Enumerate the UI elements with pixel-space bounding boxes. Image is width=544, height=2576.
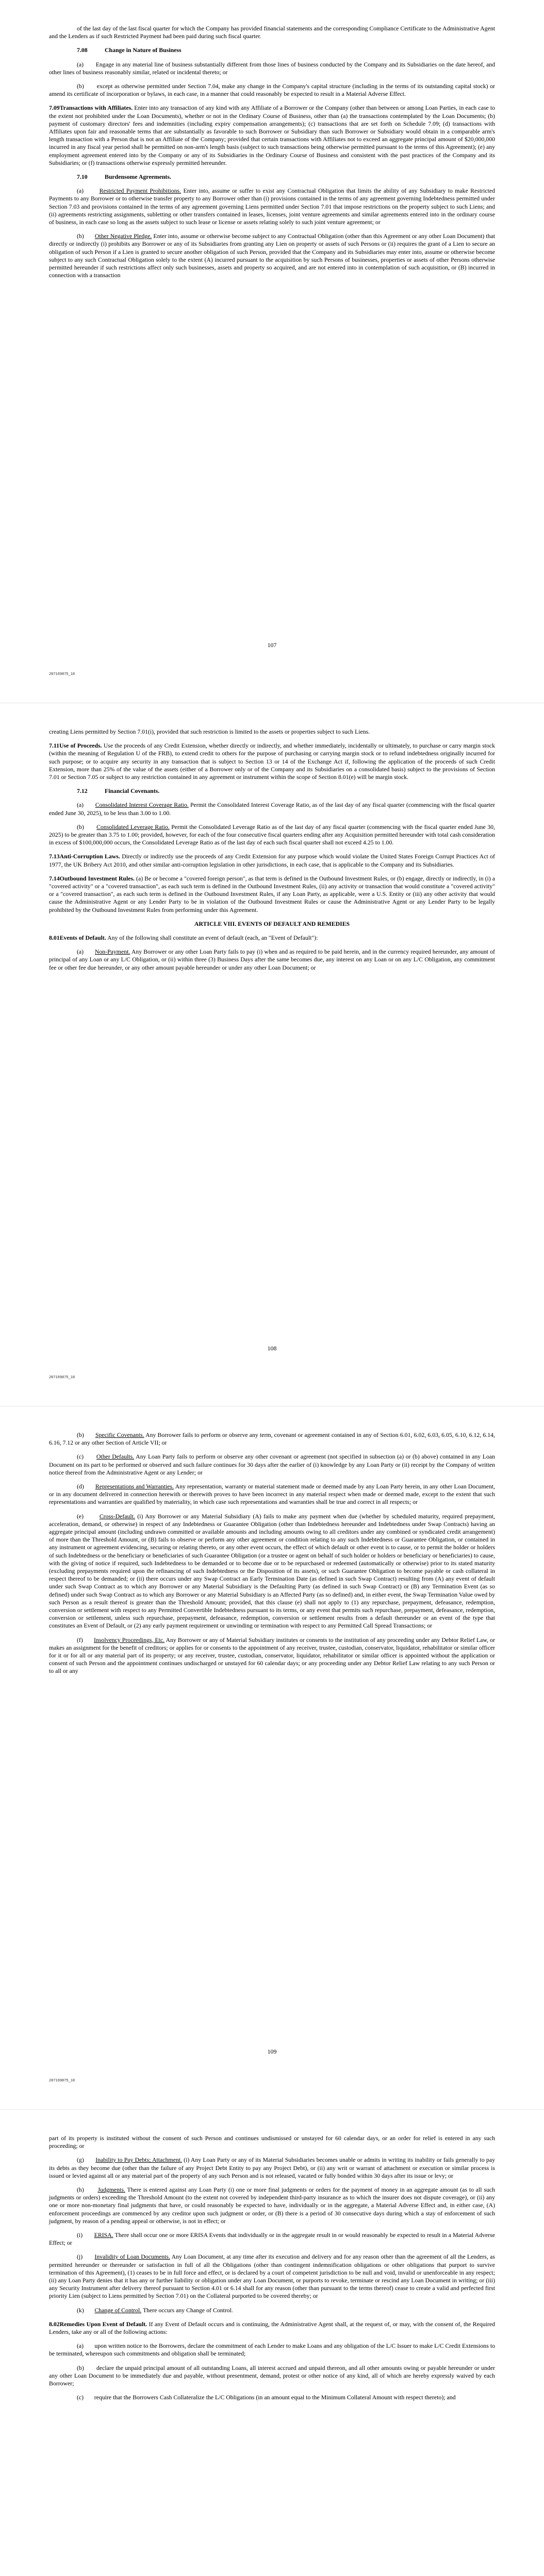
section-title: Events of Default. bbox=[59, 934, 106, 942]
section-number: 7.13 bbox=[49, 853, 60, 860]
paragraph-text: Any Loan Document, at any time after its execution and delivery and for any reason other than the agreement of all the Lenders, as permitted hereunder or thereunder or satisfaction in full of all the Obligations (other than contingent indemnification obligations or other obligations that purport to survive termination of this Agreement), (1) ceases to be in full force and effect, or is declared by a court of competent jurisdiction to be null and void, invalid or unenforceable in any respect; (ii) any Loan Party denies that it has any or further liability or obligation under any Loan Document, or purports to revoke, terminate or rescind any Loan Document in writing; or (iii) any Security Instrument after delivery thereof pursuant to Section 4.01 or 6.14 shall for any reason (other than pursuant to the terms thereof) cease to create a valid and perfected first priority Lien (subject to Liens permitted by Section 7.01) on the Collateral purported to be covered thereby; or bbox=[49, 2253, 495, 2300]
paragraph-text: Enter into, assume or otherwise become subject to any Contractual Obligation (other than this Agreement or any other Loan Document) that directly or indirectly (i) prohibits any Borrower or any of its Subsidiaries from granting any Lien on property or assets of such Persons or (ii) requires the grant of a Lien to secure an obligation of such Person if a Lien is granted to secure another obligation of such Person, provided that the Company and its Subsidiaries may enter into, assume or otherwise become subject to any such Contractual Obligation solely to the extent (A) incurred pursuant to the acquisition by such Persons of businesses, properties or assets of other Persons otherwise permitted hereunder if such restrictions affect only such businesses, assets and property so acquired, and are not entered into in contemplation of such acquisition, or (B) incurred in connection with a transaction bbox=[49, 232, 495, 279]
clause-label: (a) bbox=[77, 801, 84, 809]
clause-paragraph bbox=[49, 2342, 495, 2358]
section-title: Outbound Investment Rules. bbox=[59, 874, 135, 882]
clause-lead: Inability to Pay Debts; Attachment. bbox=[95, 2156, 182, 2164]
paragraph-text: of the last day of the last fiscal quarter for which the Company has provided financial statements and the corresponding Compliance Certificate to the Administrative Agent and the Lenders as if such Restricted Payment had been paid during such fiscal quarter. bbox=[49, 25, 495, 40]
paragraph-text: upon written notice to the Borrowers, declare the commitment of each Lender to make Loans and any obligation of the L/C Issuer to make L/C Credit Extensions to be terminated, whereupon such commitments and obligation shall be terminated; bbox=[49, 2342, 496, 2358]
section-title: Transactions with Affiliates. bbox=[59, 104, 133, 112]
clause-paragraph bbox=[49, 2156, 495, 2180]
paragraph-text: There occurs any Change of Control. bbox=[142, 2306, 233, 2314]
clause-label: (c) bbox=[77, 2394, 84, 2401]
clause-lead: Change of Control. bbox=[94, 2306, 142, 2314]
section-title: Burdensome Agreements. bbox=[105, 173, 171, 181]
section-paragraph bbox=[49, 2320, 495, 2336]
clause-paragraph bbox=[49, 2364, 495, 2388]
paragraph-text: If any Event of Default occurs and is continuing, the Administrative Agent shall, at the request of, or may, with the consent of, the Required Lenders, take any or all of the following actions: bbox=[49, 2320, 495, 2336]
paragraph-text: Any Borrower or any of Material Subsidiary institutes or consents to the institution of any proceeding under any Debtor Relief Law, or makes an assignment for the benefit of creditors; or applies for or consents to the appointment of any receiver, trustee, custodian, conservator, liquidator, rehabilitator or similar officer for it or for all or any material part of its property; or any receiver, trustee, custodian, conservator, liquidator, rehabilitator or similar officer is appointed without the application or consent of such Person and the appointment continues undischarged or unstayed for 60 calendar days; or any proceeding under any Debtor Relief Law relating to any such Person or to all or any bbox=[49, 1636, 495, 1675]
section-title: Financial Covenants. bbox=[105, 787, 160, 795]
clause-lead: Restricted Payment Prohibitions. bbox=[99, 187, 182, 195]
clause-label: (b) bbox=[77, 2364, 84, 2371]
paragraph-text: Any Borrower fails to perform or observe any term, covenant or agreement contained in any of Section 6.01, 6.02, 6.03, 6.05, 6.10, 6.12, 6.14, 6.16, 7.12 or any other Section of Article VII; or bbox=[49, 1431, 495, 1447]
clause-label: (f) bbox=[77, 1636, 83, 1643]
section-number: 7.11 bbox=[49, 742, 59, 750]
document-id: 287169875_18 bbox=[49, 671, 75, 676]
paragraph-text: Permit the Consolidated Interest Coverage Ratio, as of the last day of any fiscal quarter (commencing with the fiscal quarter ended June 30, 2025), to be less than 3.00 to 1.00. bbox=[49, 801, 495, 817]
paragraph-text: require that the Borrowers Cash Collateralize the L/C Obligations (in an amount equal to the Minimum Collateral Amount with respect thereto); and bbox=[94, 2394, 456, 2401]
clause-lead: Other Defaults. bbox=[96, 1453, 135, 1461]
paragraph-text: (a) Be or become a "covered foreign person", as that term is defined in the Outbound Investment Rules, or (b) engage, directly or indirectly, in (i) a "covered activity" or a "covered transaction", as each such term is defined in the Outbound Investment Rules, (ii) any activity or transaction that would constitute a "covered activity" or a "covered transaction", as each such term is defined in the Outbound Investment Rules, if any Loan Party, as applicable, were a U.S. Entity or (iii) any other activity that would cause the Administrative Agent or any Lender Party to be in violation of the Outbound Investment Rules or cause the Administrative Agent or any Lender Party to be legally prohibited by the Outbound Investment Rules from performing under this Agreement. bbox=[49, 874, 496, 913]
section-heading bbox=[49, 787, 495, 795]
clause-paragraph bbox=[49, 948, 495, 972]
section-number: 7.09 bbox=[49, 104, 60, 112]
paragraph-text: Any Borrower or any other Loan Party fails to pay (i) when and as required to be paid herein, and in the currency required hereunder, any amount of principal of any Loan or any L/C Obligation, or (ii) within three (3) Business Days after the same becomes due, any interest on any Loan or on any L/C Obligation, any commitment fee or other fee due hereunder, or any other amount payable hereunder or under any other Loan Document; or bbox=[49, 948, 495, 971]
clause-label: (k) bbox=[77, 2306, 84, 2314]
clause-lead: Other Negative Pledge. bbox=[94, 232, 152, 240]
section-heading-inline bbox=[49, 2320, 147, 2328]
clause-lead: Consolidated Leverage Ratio. bbox=[96, 823, 170, 831]
clause-label: (a) bbox=[77, 948, 84, 956]
paragraph-text: (i) Any Borrower or any Material Subsidiary (A) fails to make any payment when due (whether by scheduled maturity, required prepayment, acceleration, demand, or otherwise) in respect of any Indebtedness or Guarantee Obligation (other than Indebtedness hereunder and Indebtedness under Swap Contracts) having an aggregate principal amount (including undrawn committed or available amounts and including amounts owing to all creditors under any combined or syndicated credit arrangement) of more than the Threshold Amount, or (B) fails to observe or perform any other agreement or condition relating to any such Indebtedness or Guarantee Obligation, or contained in any instrument or agreement evidencing, securing or relating thereto, or any other event occurs, the effect of which default or other event is to cause, or to permit the holder or holders of such Indebtedness or the beneficiary or beneficiaries of such Guarantee Obligation (or a trustee or agent on behalf of such holder or holders or beneficiary or beneficiaries) to cause, with the giving of notice if required, such Indebtedness to be demanded or to become due or to be repurchased or redeemed (automatically or otherwise) prior to its stated maturity (excluding prepayments required upon the refinancing of such Indebtedness or the Disposition of its assets), or such Guarantee Obligation to become payable or cash collateral in respect thereof to be demanded; or (ii) there occurs under any Swap Contract an Early Termination Date (as defined in such Swap Contract) resulting from (A) any event of default under such Swap Contract as to which any Borrower or any Material Subsidiary is the Defaulting Party (as defined in such Swap Contract) or (B) any Termination Event (as so defined) under such Swap Contract as to which any Borrower or any Material Subsidiary is an Affected Party (as so defined) and, in either event, the Swap Termination Value owed by such Person as a result thereof is greater than the Threshold Amount; provided, that this clause (e) shall not apply to (1) any repurchase, prepayment, defeasance, redemption, conversion or settlement with respect to any Permitted Convertible Indebtedness pursuant to its terms, or any event that permits such repurchase, prepayment, defeasance, redemption, conversion or settlement, unless such repurchase, prepayment, defeasance, redemption, conversion or settlement results from a default thereunder or an event of the type that constitutes an Event of Default, or (2) any early payment requirement or unwinding or termination with respect to any Permitted Call Spread Transactions; or bbox=[49, 1512, 495, 1630]
section-paragraph bbox=[49, 742, 495, 781]
section-number: 8.02 bbox=[49, 2320, 60, 2328]
section-title: Remedies Upon Event of Default. bbox=[59, 2320, 147, 2328]
clause-paragraph bbox=[49, 1513, 495, 1630]
clause-label: (a) bbox=[77, 60, 84, 68]
section-heading-inline bbox=[49, 742, 102, 749]
section-heading bbox=[49, 173, 495, 181]
clause-lead: Specific Covenants. bbox=[95, 1431, 144, 1438]
clause-paragraph bbox=[49, 823, 495, 847]
section-heading-inline bbox=[49, 104, 133, 111]
section-number: 7.12 bbox=[77, 787, 88, 795]
section-title: Anti-Corruption Laws. bbox=[59, 853, 120, 860]
clause-paragraph bbox=[49, 187, 495, 226]
document-id: 287169875_18 bbox=[49, 2078, 75, 2082]
clause-paragraph bbox=[49, 1483, 495, 1506]
section-heading-inline bbox=[49, 934, 106, 941]
clause-paragraph bbox=[49, 2134, 495, 2150]
paragraph-text: (i) Any Loan Party or any of its Material Subsidiaries becomes unable or admits in writing its inability or fails generally to pay its debts as they become due (other than the failure of any Project Debt Entity to pay any Project Debt), or (ii) any writ or warrant of attachment or execution or similar process is issued or levied against all or any material part of the property of any such Person and is not released, vacated or fully bonded within 30 days after its issue or levy; or bbox=[49, 2156, 495, 2179]
clause-lead: Representations and Warranties. bbox=[95, 1483, 174, 1490]
clause-paragraph bbox=[49, 82, 495, 98]
clause-lead: Invalidity of Loan Documents. bbox=[94, 2253, 170, 2261]
clause-paragraph bbox=[49, 232, 495, 279]
clause-lead: Cross-Default. bbox=[99, 1512, 135, 1520]
section-paragraph bbox=[49, 104, 495, 167]
section-heading bbox=[49, 46, 495, 54]
clause-label: (d) bbox=[77, 1483, 84, 1490]
page-number: 107 bbox=[267, 641, 277, 649]
clause-lead: ERISA. bbox=[94, 2231, 113, 2239]
clause-paragraph bbox=[49, 801, 495, 817]
paragraph-text: Enter into, assume or suffer to exist any Contractual Obligation that limits the ability of any Subsidiary to make Restricted Payments to any Borrower or to otherwise transfer property to any Borrower other than (i) provisions contained in the terms of any agreement governing Indebtedness permitted under Section 7.03 and provisions contained in the terms of any agreement governing Liens permitted under Section 7.01 that impose restrictions on the property subject to such Liens; and (ii) agreements restricting assignments, subletting or other transfers contained in leases, licenses, joint venture agreements and similar agreements entered into in the ordinary course of business, in each case so long as the assets subject to such lease or license or assets relating solely to such joint venture agreement; or bbox=[49, 187, 496, 226]
section-number: 7.14 bbox=[49, 874, 60, 882]
document-page bbox=[0, 2110, 544, 2576]
document-page bbox=[0, 703, 544, 1406]
section-paragraph bbox=[49, 853, 495, 868]
clause-lead: Non-Payment. bbox=[94, 948, 130, 956]
paragraph-text: except as otherwise permitted under Section 7.04, make any change in the Company's capital structure (including in the terms of its outstanding capital stock) or amend its certificate of incorporation or bylaws, in each case, in a manner that could reasonably be expected to result in a Material Adverse Effect. bbox=[49, 82, 495, 98]
clause-paragraph bbox=[49, 2231, 495, 2247]
clause-label: (b) bbox=[77, 1431, 84, 1438]
clause-paragraph bbox=[49, 728, 495, 736]
clause-paragraph bbox=[49, 25, 495, 40]
clause-paragraph bbox=[49, 1431, 495, 1447]
section-paragraph bbox=[49, 875, 495, 914]
clause-label: (g) bbox=[77, 2156, 84, 2164]
clause-label: (j) bbox=[77, 2253, 83, 2261]
clause-lead: Consolidated Interest Coverage Ratio. bbox=[95, 801, 189, 809]
paragraph-text: Engage in any material line of business substantially different from those lines of business conducted by the Company and its Subsidiaries on the date hereof, and other lines of business reasonably similar, related or incidental thereto; or bbox=[49, 60, 495, 76]
document-id: 287169875_18 bbox=[49, 1375, 75, 1379]
paragraph-text: Any representation, warranty or material statement made or deemed made by any Loan Party herein, in any other Loan Document, or in any document delivered in connection herewith or therewith proves to have been incorrect in any material respect when made or deemed made, except to the extent that such representations and warranties are qualified by materiality, in which case such representations and warranties shall be true and correct in all respects; or bbox=[49, 1483, 495, 1506]
clause-label: (b) bbox=[77, 82, 84, 90]
document-page bbox=[0, 0, 544, 703]
section-number: 7.10 bbox=[77, 173, 88, 181]
section-number: 8.01 bbox=[49, 934, 60, 942]
section-heading-inline bbox=[49, 853, 120, 860]
clause-label: (a) bbox=[77, 2342, 84, 2350]
section-number: 7.08 bbox=[77, 46, 88, 54]
clause-label: (c) bbox=[77, 1453, 84, 1461]
clause-paragraph bbox=[49, 1453, 495, 1477]
clause-label: (b) bbox=[77, 232, 84, 240]
article-title: ARTICLE VIII. EVENTS OF DEFAULT AND REMEDIES bbox=[194, 920, 350, 927]
section-paragraph bbox=[49, 934, 495, 942]
clause-lead: Judgments. bbox=[97, 2186, 125, 2194]
clause-label: (e) bbox=[77, 1512, 84, 1520]
paragraph-text: Any of the following shall constitute an event of default (each, an "Event of Default"): bbox=[107, 934, 318, 942]
clause-label: (a) bbox=[77, 187, 84, 195]
clause-paragraph bbox=[49, 2307, 495, 2314]
clause-paragraph bbox=[49, 2186, 495, 2225]
paragraph-text: creating Liens permitted by Section 7.01(i), provided that such restriction is limited to the assets or properties subject to such Liens. bbox=[49, 728, 370, 735]
paragraph-text: Any Loan Party fails to perform or observe any other covenant or agreement (not specified in subsection (a) or (b) above) contained in any Loan Document on its part to be performed or observed and such failure continues for 30 days after the earlier of (i) knowledge by any Loan Party or (ii) receipt by the Company of written notice thereof from the Administrative Agent or any Lender; or bbox=[49, 1453, 495, 1476]
paragraph-text: Use the proceeds of any Credit Extension, whether directly or indirectly, and whether immediately, incidentally or ultimately, to purchase or carry margin stock (within the meaning of Regulation U of the FRB), to extend credit to others for the purpose of purchasing or carrying margin stock or to refund indebtedness originally incurred for such purpose; or to acquire any security in any transaction that is subject to Section 13 or 14 of the Exchange Act if, following the application of the proceeds of such Credit Extension, more than 25% of the value of the assets (either of a Borrower only or of the Company and its Subsidiaries on a consolidated basis) subject to the provisions of Section 7.01 or Section 7.05 or subject to any restriction contained in any agreement or instrument within the scope of Section 8.01(e) will be margin stock. bbox=[49, 742, 496, 781]
clause-paragraph bbox=[49, 1636, 495, 1675]
clause-paragraph bbox=[49, 61, 495, 76]
document-page bbox=[0, 1406, 544, 2110]
paragraph-text: Permit the Consolidated Leverage Ratio as of the last day of any fiscal quarter (commencing with the fiscal quarter ended June 30, 2025) to be greater than 3.75 to 1.00; provided, however, for each of the four consecutive fiscal quarters ending after any Acquisition permitted hereunder with total cash consideration in excess of $100,000,000 occurs, the Consolidated Leverage Ratio as of the last day of each such fiscal quarter shall not exceed 4.25 to 1.00. bbox=[49, 823, 495, 846]
paragraph-text: There is entered against any Loan Party (i) one or more final judgments or orders for the payment of money in an aggregate amount (as to all such judgments or orders) exceeding the Threshold Amount (to the extent not covered by independent third-party insurance as to which the insurer does not dispute coverage), or (ii) any one or more non-monetary final judgments that have, or could reasonably be expected to have, individually or in the aggregate, a Material Adverse Effect and, in either case, (A) enforcement proceedings are commenced by any creditor upon such judgment or order, or (B) there is a period of 30 consecutive days during which a stay of enforcement of such judgment, by reason of a pending appeal or otherwise, is not in effect; or bbox=[49, 2186, 495, 2225]
section-heading-inline bbox=[49, 875, 135, 882]
clause-lead: Insolvency Proceedings, Etc. bbox=[94, 1636, 165, 1643]
paragraph-text: Directly or indirectly use the proceeds of any Credit Extension for any purpose which would violate the United States Foreign Corrupt Practices Act of 1977, the UK Bribery Act 2010, and other similar anti-corruption legislation in other jurisdictions, in each case, that is applicable to the Company and its Subsidiaries. bbox=[49, 853, 495, 868]
section-title: Use of Proceeds. bbox=[59, 742, 102, 750]
clause-paragraph bbox=[49, 2394, 495, 2401]
page-number: 108 bbox=[267, 1345, 277, 1352]
paragraph-text: There shall occur one or more ERISA Events that individually or in the aggregate result in or would reasonably be expected to result in a Material Adverse Effect; or bbox=[49, 2231, 495, 2247]
paragraph-text: part of its property is instituted without the consent of such Person and continues undismissed or unstayed for 60 calendar days, or an order for relief is entered in any such proceeding; or bbox=[49, 2134, 495, 2150]
section-title: Change in Nature of Business bbox=[105, 46, 182, 54]
clause-label: (i) bbox=[77, 2231, 83, 2239]
clause-label: (b) bbox=[77, 823, 84, 831]
clause-paragraph bbox=[49, 2253, 495, 2300]
page-number: 109 bbox=[267, 2048, 277, 2055]
clause-label: (h) bbox=[77, 2186, 84, 2194]
paragraph-text: Enter into any transaction of any kind with any Affiliate of a Borrower or the Company (other than between or among Loan Parties, in each case to the extent not prohibited under the Loan Documents), whether or not in the Ordinary Course of Business, other than (a) the transactions contemplated by the Loan Documents; (b) payment of customary directors' fees and indemnities (including expiry compensation arrangements); (c) transactions that are set forth on Schedule 7.09; (d) transactions with Affiliates upon fair and reasonable terms that are substantially as favorable to such Borrower or Subsidiary than such Borrower or Subsidiary would obtain in a comparable arm's length transaction with a Person that is not an Affiliate of the Company; provided that certain transactions with Affiliates not to exceed an aggregate principal amount of $20,000,000 incurred in any fiscal year period shall be permitted on non-arm's length basis (subject to such transactions being otherwise permitted pursuant to the terms of this Agreement); (e) any employment agreement entered into by the Company or any of its Subsidiaries in the Ordinary Course of Business and consistent with the past practices of the Company and its Subsidiaries; or (f) transactions otherwise expressly permitted hereunder. bbox=[49, 104, 496, 166]
paragraph-text: declare the unpaid principal amount of all outstanding Loans, all interest accrued and unpaid thereon, and all other amounts owing or payable hereunder or under any other Loan Document to be immediately due and payable, without presentment, demand, protest or other notice of any kind, all of which are hereby expressly waived by each Borrower; bbox=[49, 2364, 495, 2387]
